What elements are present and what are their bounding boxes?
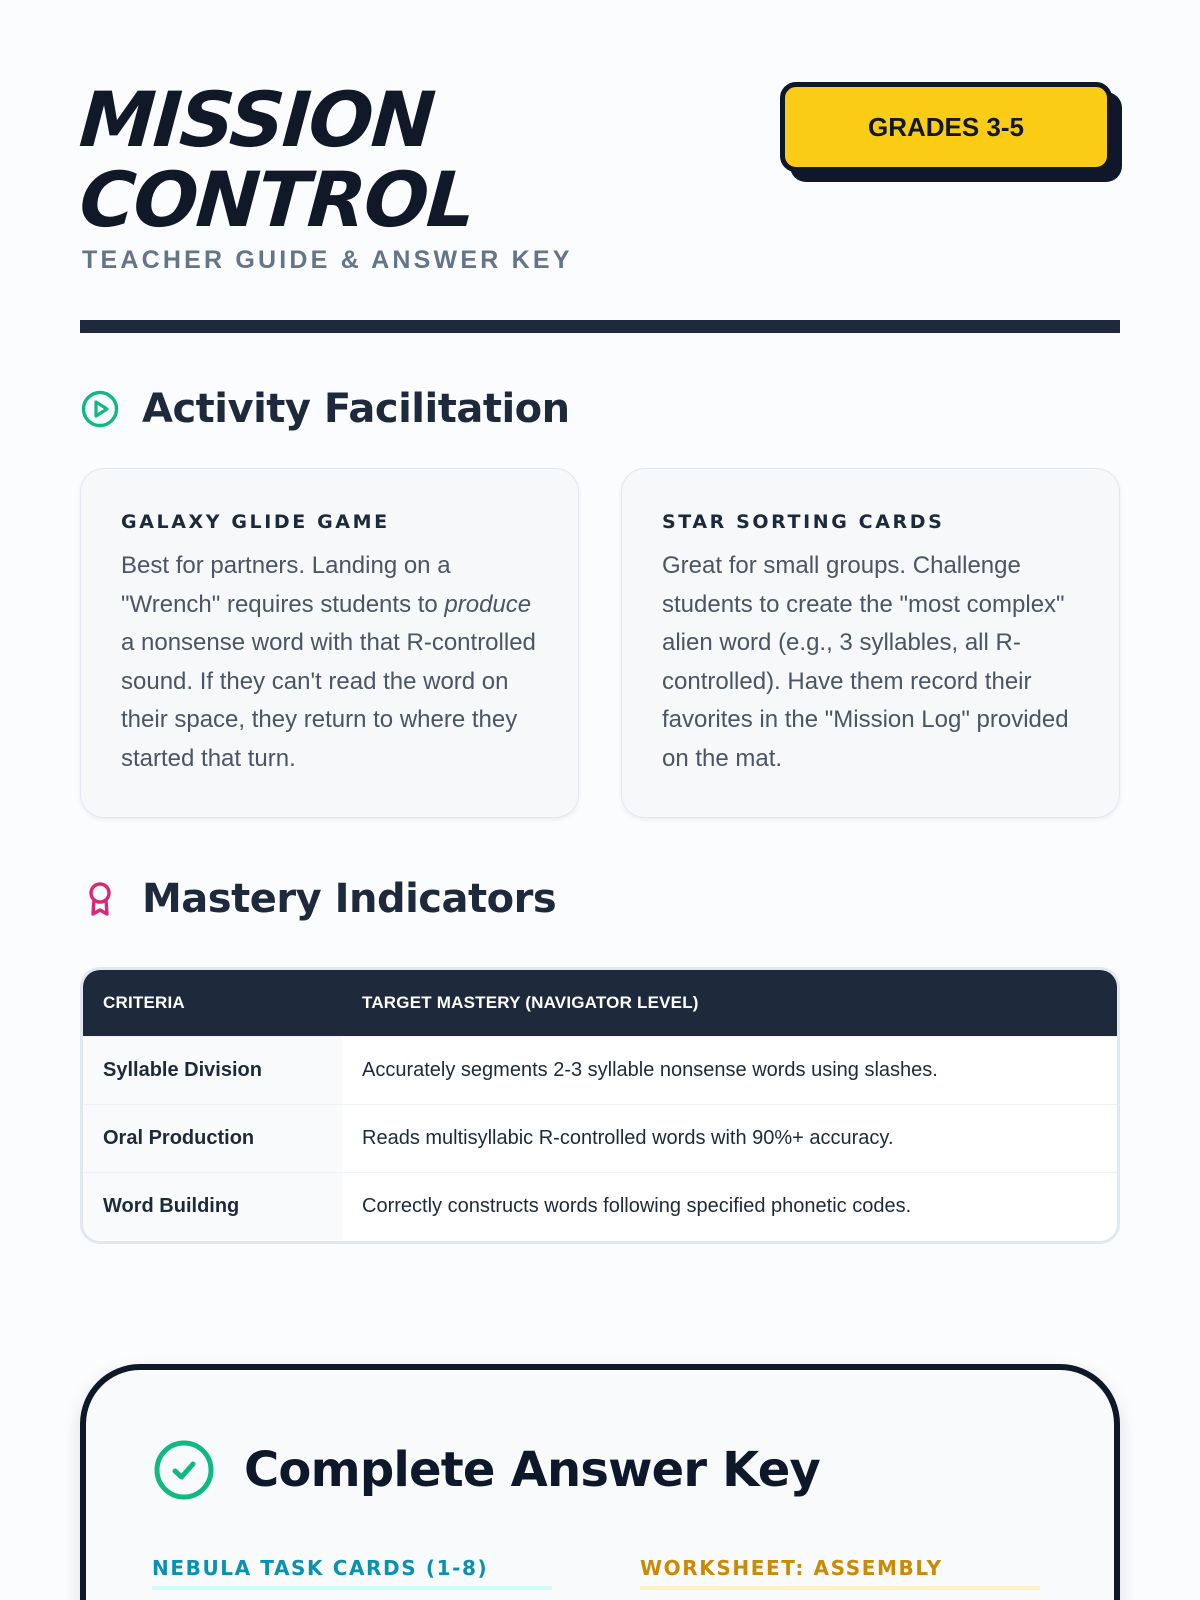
answer-key-header <box>152 1438 820 1502</box>
title-line-2: CONTROL <box>76 155 477 244</box>
target-cell: Reads multisyllabic R-controlled words with 90%+ accuracy. <box>362 1126 894 1149</box>
header-divider <box>80 320 1120 333</box>
table-row <box>83 1104 1117 1172</box>
card-text <box>121 547 538 778</box>
criteria-cell: Word Building <box>83 1172 342 1240</box>
card-text-emphasis: produce <box>444 590 532 618</box>
nebula-task-cards-title: NEBULA TASK CARDS (1-8) <box>152 1556 552 1590</box>
table-header-row <box>83 970 1117 1036</box>
card-title: STAR SORTING CARDS <box>662 511 945 533</box>
mastery-heading: Mastery Indicators <box>142 876 557 922</box>
title-line-1: MISSION <box>76 75 437 164</box>
answer-key-heading: Complete Answer Key <box>244 1442 820 1498</box>
page-header <box>76 75 1120 320</box>
criteria-cell: Oral Production <box>83 1104 342 1172</box>
play-circle-icon <box>80 389 120 429</box>
facilitation-section-header <box>80 386 570 432</box>
activity-cards <box>80 468 1120 818</box>
grade-badge: GRADES 3-5 <box>780 82 1112 172</box>
worksheet-assembly-title: WORKSHEET: ASSEMBLY <box>640 1556 1040 1590</box>
table-row <box>83 1172 1117 1240</box>
target-cell: Correctly constructs words following specified phonetic codes. <box>362 1194 912 1217</box>
check-circle-icon <box>152 1438 216 1502</box>
card-text-part: Best for partners. Landing on a "Wrench" requires students to <box>121 552 451 618</box>
activity-card-star-sorting <box>621 468 1120 818</box>
activity-card-galaxy-glide <box>80 468 579 818</box>
mastery-table <box>80 967 1120 1244</box>
table-row <box>83 1036 1117 1104</box>
card-text-part: a nonsense word with that R-controlled sound. If they can't read the word on their space, they return to where they started that turn. <box>121 629 536 772</box>
column-header: CRITERIA <box>103 992 185 1012</box>
mastery-section-header <box>80 876 556 922</box>
target-cell: Accurately segments 2-3 syllable nonsense words using slashes. <box>362 1058 938 1081</box>
card-text: Great for small groups. Challenge students to create the "most complex" alien word (e.g., 3 syllables, all R-controlled). Have them record their favorites in the "Mission Log" provided on the mat. <box>662 552 1069 772</box>
card-title: GALAXY GLIDE GAME <box>121 511 390 533</box>
criteria-cell: Syllable Division <box>83 1036 342 1104</box>
answer-key-panel <box>80 1364 1120 1600</box>
column-header: TARGET MASTERY (NAVIGATOR LEVEL) <box>362 992 699 1012</box>
facilitation-heading: Activity Facilitation <box>142 386 570 432</box>
award-ribbon-icon <box>80 879 120 919</box>
page-subtitle: TEACHER GUIDE & ANSWER KEY <box>82 246 573 274</box>
